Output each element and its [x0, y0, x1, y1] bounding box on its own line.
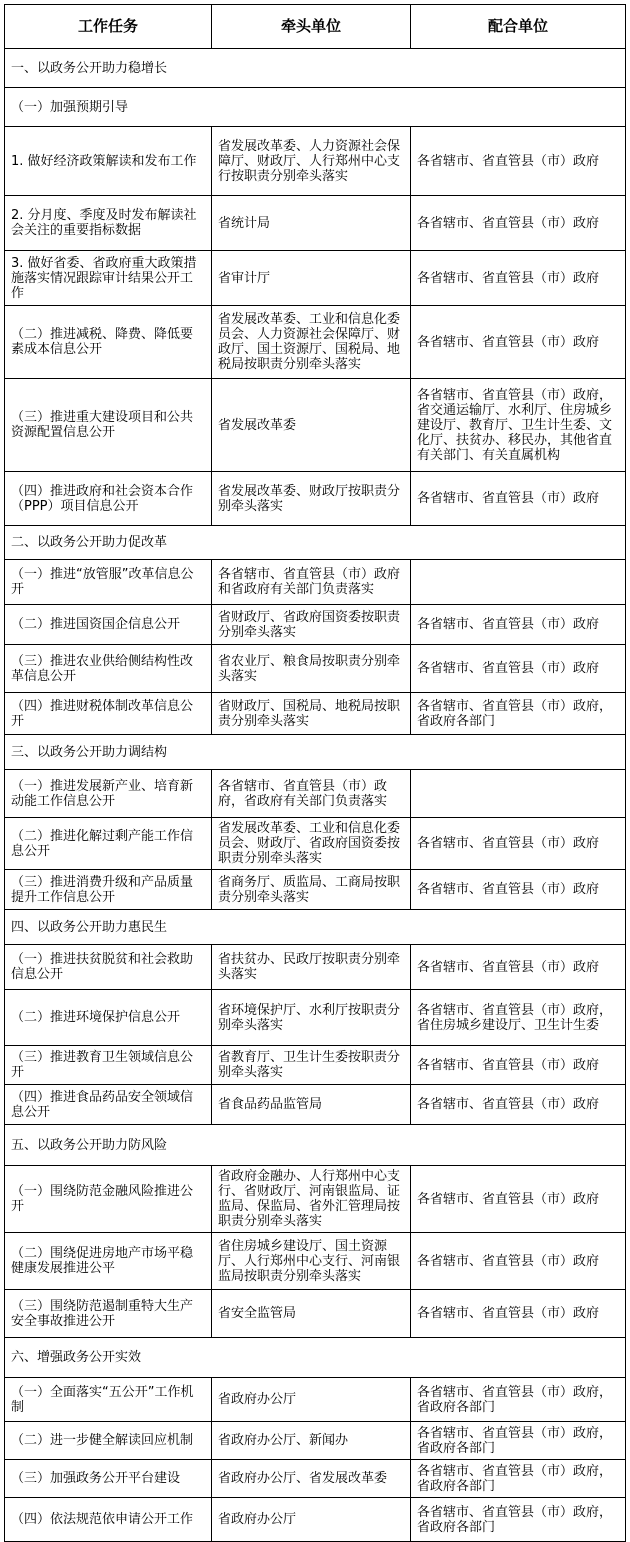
task-cell: （二）推进化解过剩产能工作信息公开: [5, 818, 212, 870]
task-row: [5, 645, 626, 693]
section-row: [5, 1338, 626, 1378]
task-cell: （四）推进食品药品安全领域信息公开: [5, 1085, 212, 1125]
lead-unit-cell: 省政府办公厅、新闻办: [212, 1422, 411, 1460]
lead-unit-cell: 省发展改革委、人力资源社会保障厅、财政厅、人行郑州中心支行按职责分别牵头落实: [212, 127, 411, 196]
column-header-support-unit: 配合单位: [411, 5, 626, 49]
support-unit-cell: 各省辖市、省直管县（市）政府: [411, 1046, 626, 1085]
task-cell: （三）围绕防范遏制重特大生产安全事故推进公开: [5, 1290, 212, 1338]
support-unit-cell: 各省辖市、省直管县（市）政府，省政府各部门: [411, 1460, 626, 1498]
support-unit-cell: [411, 560, 626, 605]
support-unit-cell: 各省辖市、省直管县（市）政府: [411, 196, 626, 251]
support-unit-cell: 各省辖市、省直管县（市）政府: [411, 127, 626, 196]
task-cell: （一）围绕防范金融风险推进公开: [5, 1166, 212, 1233]
task-row: [5, 605, 626, 645]
section-row: [5, 49, 626, 88]
task-cell: （一）推进“放管服”改革信息公开: [5, 560, 212, 605]
support-unit-cell: 各省辖市、省直管县（市）政府，省政府各部门: [411, 1378, 626, 1422]
support-unit-cell: 各省辖市、省直管县（市）政府: [411, 645, 626, 693]
task-cell: （二）推进环境保护信息公开: [5, 990, 212, 1046]
task-row: [5, 1460, 626, 1498]
task-row: [5, 196, 626, 251]
section-row: [5, 735, 626, 770]
task-row: [5, 1046, 626, 1085]
support-unit-cell: [411, 770, 626, 818]
task-row: [5, 1085, 626, 1125]
task-row: [5, 560, 626, 605]
task-cell: （一）全面落实“五公开”工作机制: [5, 1378, 212, 1422]
task-row: [5, 1166, 626, 1233]
section-row: [5, 526, 626, 560]
section-title: 四、以政务公开助力惠民生: [5, 910, 626, 945]
column-header-lead-unit: 牵头单位: [212, 5, 411, 49]
task-cell: （二）围绕促进房地产市场平稳健康发展推进公平: [5, 1233, 212, 1290]
task-cell: （三）加强政务公开平台建设: [5, 1460, 212, 1498]
support-unit-cell: 各省辖市、省直管县（市）政府: [411, 605, 626, 645]
support-unit-cell: 各省辖市、省直管县（市）政府: [411, 1233, 626, 1290]
task-cell: （二）推进减税、降费、降低要素成本信息公开: [5, 306, 212, 379]
lead-unit-cell: 省财政厅、国税局、地税局按职责分别牵头落实: [212, 693, 411, 735]
section-title: （一）加强预期引导: [5, 88, 626, 127]
support-unit-cell: 各省辖市、省直管县（市）政府: [411, 251, 626, 306]
lead-unit-cell: 省财政厅、省政府国资委按职责分别牵头落实: [212, 605, 411, 645]
task-cell: （四）依法规范依申请公开工作: [5, 1498, 212, 1542]
support-unit-cell: 各省辖市、省直管县（市）政府: [411, 870, 626, 910]
support-unit-cell: 各省辖市、省直管县（市）政府: [411, 945, 626, 990]
task-row: [5, 1498, 626, 1542]
task-cell: （一）推进扶贫脱贫和社会救助信息公开: [5, 945, 212, 990]
lead-unit-cell: 省政府办公厅: [212, 1378, 411, 1422]
lead-unit-cell: 省扶贫办、民政厅按职责分别牵头落实: [212, 945, 411, 990]
task-cell: 3. 做好省委、省政府重大政策措施落实情况跟踪审计结果公开工作: [5, 251, 212, 306]
task-cell: 2. 分月度、季度及时发布解读社会关注的重要指标数据: [5, 196, 212, 251]
support-unit-cell: 各省辖市、省直管县（市）政府: [411, 1166, 626, 1233]
work-task-table: [4, 4, 626, 1542]
task-row: [5, 1422, 626, 1460]
section-row: [5, 910, 626, 945]
lead-unit-cell: 省政府金融办、人行郑州中心支行、省财政厅、河南银监局、证监局、保监局、省外汇管理局按职责分别牵头落实: [212, 1166, 411, 1233]
task-row: [5, 251, 626, 306]
support-unit-cell: 各省辖市、省直管县（市）政府，省政府各部门: [411, 1422, 626, 1460]
support-unit-cell: 各省辖市、省直管县（市）政府: [411, 1085, 626, 1125]
lead-unit-cell: 省食品药品监管局: [212, 1085, 411, 1125]
section-row: [5, 1125, 626, 1166]
header-row: [5, 5, 626, 49]
support-unit-cell: 各省辖市、省直管县（市）政府，省住房城乡建设厅、卫生计生委: [411, 990, 626, 1046]
support-unit-cell: 各省辖市、省直管县（市）政府: [411, 306, 626, 379]
section-title: 三、以政务公开助力调结构: [5, 735, 626, 770]
lead-unit-cell: 各省辖市、省直管县（市）政府，省政府有关部门负责落实: [212, 770, 411, 818]
task-row: [5, 870, 626, 910]
task-cell: （二）进一步健全解读回应机制: [5, 1422, 212, 1460]
task-cell: （一）推进发展新产业、培育新动能工作信息公开: [5, 770, 212, 818]
lead-unit-cell: 省审计厅: [212, 251, 411, 306]
task-row: [5, 945, 626, 990]
support-unit-cell: 各省辖市、省直管县（市）政府: [411, 472, 626, 526]
lead-unit-cell: 省统计局: [212, 196, 411, 251]
task-row: [5, 472, 626, 526]
task-row: [5, 306, 626, 379]
task-row: [5, 693, 626, 735]
task-cell: （三）推进消费升级和产品质量提升工作信息公开: [5, 870, 212, 910]
support-unit-cell: 各省辖市、省直管县（市）政府: [411, 818, 626, 870]
lead-unit-cell: 省政府办公厅、省发展改革委: [212, 1460, 411, 1498]
task-row: [5, 127, 626, 196]
support-unit-cell: 各省辖市、省直管县（市）政府，省政府各部门: [411, 1498, 626, 1542]
task-row: [5, 1233, 626, 1290]
column-header-work-task: 工作任务: [5, 5, 212, 49]
task-cell: 1. 做好经济政策解读和发布工作: [5, 127, 212, 196]
lead-unit-cell: 省环境保护厅、水利厅按职责分别牵头落实: [212, 990, 411, 1046]
task-cell: （三）推进重大建设项目和公共资源配置信息公开: [5, 379, 212, 472]
table-body: [5, 49, 626, 1542]
task-cell: （三）推进农业供给侧结构性改革信息公开: [5, 645, 212, 693]
support-unit-cell: 各省辖市、省直管县（市）政府: [411, 1290, 626, 1338]
lead-unit-cell: 省政府办公厅: [212, 1498, 411, 1542]
task-row: [5, 770, 626, 818]
task-row: [5, 818, 626, 870]
lead-unit-cell: 省发展改革委、工业和信息化委员会、财政厅、省政府国资委按职责分别牵头落实: [212, 818, 411, 870]
task-row: [5, 1378, 626, 1422]
task-row: [5, 1290, 626, 1338]
lead-unit-cell: 省安全监管局: [212, 1290, 411, 1338]
section-title: 六、增强政务公开实效: [5, 1338, 626, 1378]
task-row: [5, 990, 626, 1046]
support-unit-cell: 各省辖市、省直管县（市）政府，省交通运输厅、水利厅、住房城乡建设厅、教育厅、卫生计生委、文化厅、扶贫办、移民办，其他省直有关部门、有关直属机构: [411, 379, 626, 472]
lead-unit-cell: 省发展改革委、工业和信息化委员会、人力资源社会保障厅、财政厅、国土资源厅、国税局、地税局按职责分别牵头落实: [212, 306, 411, 379]
task-cell: （四）推进政府和社会资本合作（PPP）项目信息公开: [5, 472, 212, 526]
section-title: 五、以政务公开助力防风险: [5, 1125, 626, 1166]
task-cell: （二）推进国资国企信息公开: [5, 605, 212, 645]
lead-unit-cell: 省农业厅、粮食局按职责分别牵头落实: [212, 645, 411, 693]
section-title: 二、以政务公开助力促改革: [5, 526, 626, 560]
section-row: [5, 88, 626, 127]
task-cell: （三）推进教育卫生领域信息公开: [5, 1046, 212, 1085]
section-title: 一、以政务公开助力稳增长: [5, 49, 626, 88]
lead-unit-cell: 省商务厅、质监局、工商局按职责分别牵头落实: [212, 870, 411, 910]
lead-unit-cell: 省发展改革委、财政厅按职责分别牵头落实: [212, 472, 411, 526]
support-unit-cell: 各省辖市、省直管县（市）政府，省政府各部门: [411, 693, 626, 735]
task-cell: （四）推进财税体制改革信息公开: [5, 693, 212, 735]
lead-unit-cell: 省住房城乡建设厅、国土资源厅、人行郑州中心支行、河南银监局按职责分别牵头落实: [212, 1233, 411, 1290]
task-row: [5, 379, 626, 472]
lead-unit-cell: 省发展改革委: [212, 379, 411, 472]
lead-unit-cell: 各省辖市、省直管县（市）政府和省政府有关部门负责落实: [212, 560, 411, 605]
lead-unit-cell: 省教育厅、卫生计生委按职责分别牵头落实: [212, 1046, 411, 1085]
